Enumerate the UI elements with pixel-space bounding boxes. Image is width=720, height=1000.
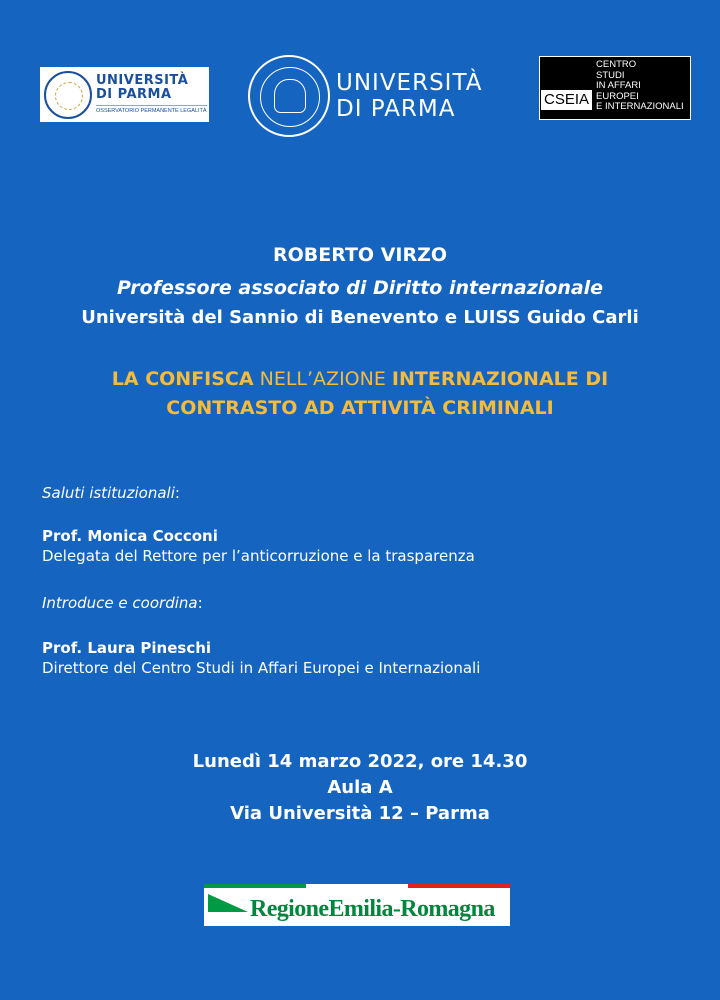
event-address: Via Università 12 – Parma	[230, 803, 490, 824]
cseia-line: IN AFFARI	[596, 80, 641, 91]
speaker-role: Professore associato di Diritto internazionale	[116, 277, 604, 299]
title-part-1: LA CONFISCA	[111, 368, 254, 390]
cseia-line: CENTRO	[596, 59, 637, 70]
intro-label: Introduce e coordina	[42, 594, 198, 612]
logo-left-university-name: UNIVERSITÀ DI PARMA	[96, 73, 189, 102]
logo-left-subtitle: OSSERVATORIO PERMANENTE LEGALITÀ	[96, 105, 207, 115]
event-date: Lunedì 14 marzo 2022, ore 14.30	[192, 751, 528, 772]
speaker-name: ROBERTO VIRZO	[272, 244, 448, 266]
greetings-label-row	[42, 484, 682, 502]
intro-label-row	[42, 594, 682, 612]
program-block	[42, 484, 682, 678]
university-seal-icon	[248, 55, 330, 137]
speaker-block	[0, 244, 720, 329]
logo-center-university-name: UNIVERSITÀ DI PARMA	[336, 70, 483, 122]
cseia-acronym: CSEIA	[541, 90, 592, 110]
university-seal-icon	[44, 71, 92, 119]
cseia-line: EUROPEI	[596, 90, 639, 102]
logo-cseia	[539, 56, 691, 120]
cseia-line: E INTERNAZIONALI	[596, 101, 684, 112]
greetings-person: Prof. Monica Cocconi	[42, 527, 218, 545]
event-title	[0, 365, 720, 423]
greetings-label: Saluti istituzionali	[42, 484, 175, 502]
cseia-line: STUDI	[596, 69, 625, 81]
speaker-affiliation: Università del Sannio di Benevento e LUISS Guido Carli	[81, 307, 639, 328]
italian-flag-stripe	[204, 884, 510, 888]
cseia-full-name	[596, 60, 684, 113]
greetings-description: Delegata del Rettore per l’anticorruzione e la trasparenza	[42, 547, 475, 565]
logo-universita-parma	[248, 55, 482, 137]
intro-person: Prof. Laura Pineschi	[42, 639, 212, 657]
logo-regione-emilia-romagna	[204, 884, 510, 926]
greetings-colon: :	[174, 484, 180, 502]
title-part-2: NELL’AZIONE	[253, 368, 392, 390]
title-part-3: INTERNAZIONALE DI	[391, 368, 609, 390]
logo-osservatorio-legalita	[40, 67, 209, 122]
title-line-2: CONTRASTO AD ATTIVITÀ CRIMINALI	[166, 397, 554, 419]
intro-colon: :	[197, 594, 203, 612]
flag-green	[204, 884, 306, 888]
flag-white	[306, 884, 408, 888]
regione-name: RegioneEmilia-Romagna	[250, 896, 495, 922]
intro-description: Direttore del Centro Studi in Affari Europei e Internazionali	[42, 659, 481, 677]
event-room: Aula A	[327, 777, 393, 798]
event-details	[0, 749, 720, 827]
regione-emblem-icon	[208, 894, 248, 912]
flag-red	[408, 884, 510, 888]
